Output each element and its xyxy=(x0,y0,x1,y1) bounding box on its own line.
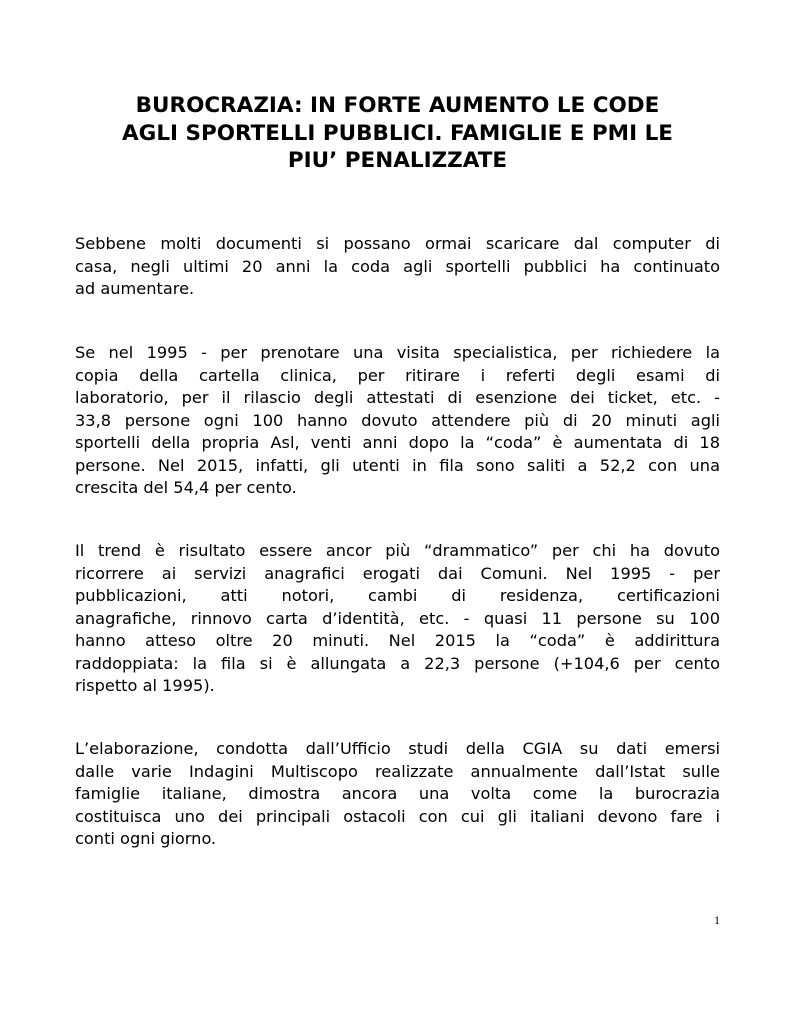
paragraph-line: costituisca uno dei principali ostacoli con cui gli italiani devono fare i xyxy=(75,806,720,826)
paragraph-line: ricorrere ai servizi anagrafici erogati dai Comuni. Nel 1995 - per xyxy=(75,563,720,583)
paragraph-line: Il trend è risultato essere ancor più “drammatico” per chi ha dovuto xyxy=(75,541,720,560)
paragraph-line: casa, negli ultimi 20 anni la coda agli sportelli pubblici ha continuato xyxy=(75,256,720,276)
paragraph-line: Se nel 1995 - per prenotare una visita specialistica, per richiedere la xyxy=(75,343,720,362)
title-line: AGLI SPORTELLI PUBBLICI. FAMIGLIE E PMI LE xyxy=(122,120,673,146)
paragraph-line: copia della cartella clinica, per ritirare i referti degli esami di xyxy=(75,365,720,385)
page-number: 1 xyxy=(714,913,720,927)
paragraph-line: Sebbene molti documenti si possano ormai scaricare dal computer di xyxy=(75,234,720,253)
paragraph-line: crescita del 54,4 per cento. xyxy=(75,478,297,497)
paragraph-line: 33,8 persone ogni 100 hanno dovuto attendere più di 20 minuti agli xyxy=(75,410,720,430)
title-line: PIU’ PENALIZZATE xyxy=(287,148,508,173)
paragraph-line: famiglie italiane, dimostra ancora una volta come la burocrazia xyxy=(75,784,720,803)
paragraph-line: conti ogni giorno. xyxy=(75,829,217,848)
paragraph-line: anagrafiche, rinnovo carta d’identità, etc. - quasi 11 persone su 100 xyxy=(75,608,720,628)
paragraph-asl xyxy=(75,342,720,500)
paragraph-line: pubblicazioni, atti notori, cambi di residenza, certificazioni xyxy=(75,586,720,605)
paragraph-line: sportelli della propria Asl, venti anni dopo la “coda” è aumentata di 18 xyxy=(75,433,720,452)
paragraph-intro xyxy=(75,233,720,301)
paragraph-line: ad aumentare. xyxy=(75,279,195,298)
paragraph-comuni xyxy=(75,540,720,698)
document-title xyxy=(75,92,720,175)
paragraph-line: raddoppiata: la fila si è allungata a 22,3 persone (+104,6 per cento xyxy=(75,653,720,673)
paragraph-line: laboratorio, per il rilascio degli attestati di esenzione dei ticket, etc. - xyxy=(75,388,720,407)
paragraph-line: dalle varie Indagini Multiscopo realizzate annualmente dall’Istat sulle xyxy=(75,761,720,781)
paragraph-line: persone. Nel 2015, infatti, gli utenti in fila sono saliti a 52,2 con una xyxy=(75,455,720,475)
paragraph-line: hanno atteso oltre 20 minuti. Nel 2015 la “coda” è addirittura xyxy=(75,631,720,650)
paragraph-line: L’elaborazione, condotta dall’Ufficio studi della CGIA su dati emersi xyxy=(75,739,720,758)
title-line: BUROCRAZIA: IN FORTE AUMENTO LE CODE xyxy=(135,93,660,118)
paragraph-line: rispetto al 1995). xyxy=(75,676,215,695)
paragraph-elaborazione xyxy=(75,738,720,851)
